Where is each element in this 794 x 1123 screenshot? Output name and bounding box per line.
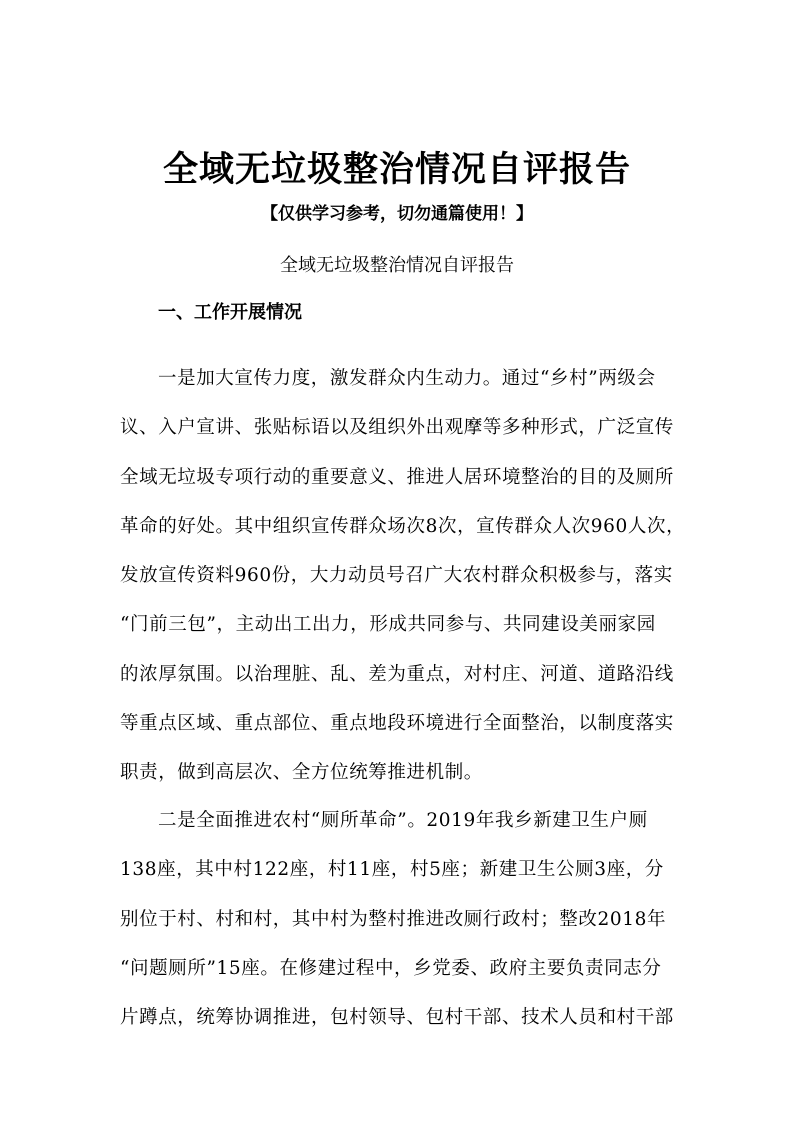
paragraph-line: 议、入户宣讲、张贴标语以及组织外出观摩等多种形式，广泛宣传 [120, 417, 674, 439]
paragraph-line: 的浓厚氛围。以治理脏、乱、差为重点，对村庄、河道、道路沿线 [120, 663, 674, 685]
paragraph-line: 别位于村、村和村，其中村为整村推进改厕行政村；整改2018年 [120, 908, 667, 930]
paragraph-line: “问题厕所”15座。在修建过程中，乡党委、政府主要负责同志分 [120, 957, 662, 979]
paragraph-1 [120, 366, 686, 810]
paragraph-line: 一是加大宣传力度，激发群众内生动力。通过“乡村”两级会 [158, 368, 656, 389]
paragraph-line: 等重点区域、重点部位、重点地段环境进行全面整治，以制度落实 [120, 713, 674, 735]
paragraph-line: 职责，做到高层次、全方位统筹推进机制。 [120, 762, 483, 784]
paragraph-line: 片蹲点，统筹协调推进，包村领导、包村干部、技术人员和村干部 [120, 1007, 674, 1029]
paragraph-line: 二是全面推进农村“厕所革命”。2019年我乡新建卫生户厕 [158, 810, 648, 831]
disclaimer-note: 【仅供学习参考，切勿通篇使用！】 [261, 204, 533, 224]
section-heading: 一、工作开展情况 [158, 302, 302, 323]
paragraph-line: 革命的好处。其中组织宣传群众场次8次，宣传群众人次960人次， [120, 515, 686, 537]
paragraph-2 [120, 808, 680, 1054]
document-subtitle: 全域无垃圾整治情况自评报告 [280, 255, 514, 276]
paragraph-line: 全域无垃圾专项行动的重要意义、推进人居环境整治的目的及厕所 [120, 466, 674, 488]
paragraph-line: 发放宣传资料960份，大力动员号召广大农村群众积极参与，落实 [120, 565, 673, 587]
paragraph-line: “门前三包”，主动出工出力，形成共同参与、共同建设美丽家园 [120, 614, 656, 636]
paragraph-line: 138座，其中村122座，村11座，村5座；新建卫生公厕3座，分 [120, 859, 664, 881]
document-title: 全域无垃圾整治情况自评报告 [162, 150, 631, 190]
